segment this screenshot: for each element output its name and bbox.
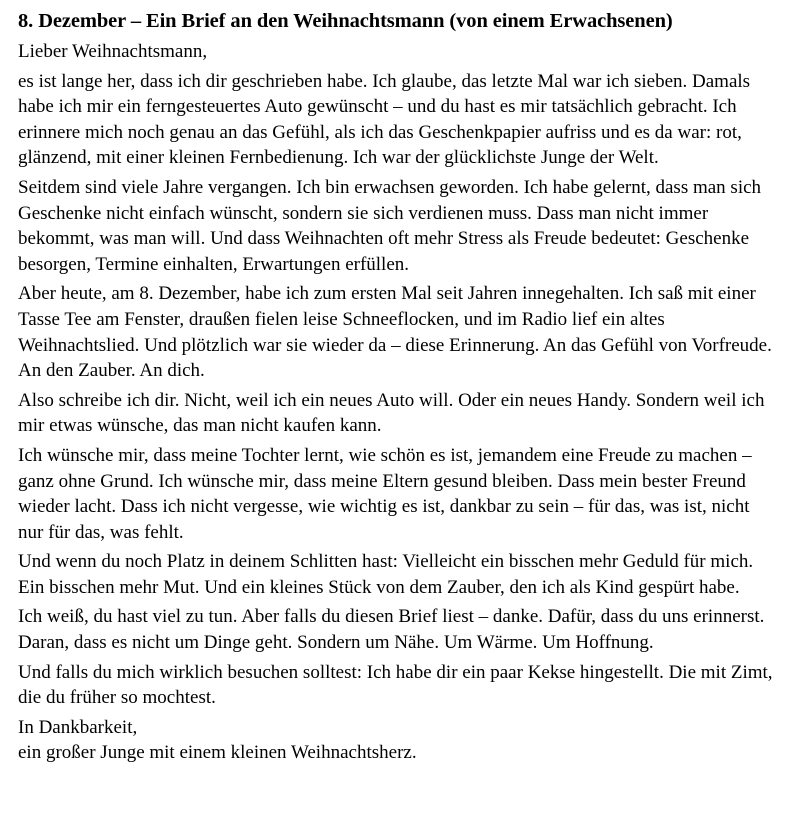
- paragraph-thanks: Ich weiß, du hast viel zu tun. Aber falls du diesen Brief liest – danke. Dafür, dass du uns erinnerst. Daran, dass es nicht um Dinge geht. Sondern um Nähe. Um Wärme. Um Hoffnung.: [18, 606, 765, 654]
- greeting-line: Lieber Weihnachtsmann,: [18, 41, 208, 62]
- closing-signature: ein großer Junge mit einem kleinen Weihnachtsherz.: [18, 742, 417, 764]
- paragraph-cookies: Und falls du mich wirklich besuchen solltest: Ich habe dir ein paar Kekse hingestellt. Die mit Zimt, die du früher so mochtest.: [18, 661, 773, 709]
- document-title: 8. Dezember – Ein Brief an den Weihnachtsmann (von einem Erwachsenen): [18, 10, 673, 32]
- paragraph-childhood-memory: es ist lange her, dass ich dir geschrieben habe. Ich glaube, das letzte Mal war ich sieben. Damals habe ich mir ein ferngesteuertes Auto gewünscht – und du hast es mir tatsächlich gebracht. Ich erinnere mich noch genau an das Gefühl, als ich das Geschenkpapier aufriss und es da war: rot, glänzend, mit einer kleinen Fernbedienung. Ich war der glücklichste Junge der Welt.: [18, 70, 751, 169]
- paragraph-wishes-for-others: Ich wünsche mir, dass meine Tochter lernt, wie schön es ist, jemandem eine Freude zu machen – ganz ohne Grund. Ich wünsche mir, dass meine Eltern gesund bleiben. Dass mein bester Freund wieder lacht. Dass ich nicht vergesse, wie wichtig es ist, dankbar zu sein – für das, was ist, nicht nur für das, was fehlt.: [18, 444, 752, 543]
- closing-salutation: In Dankbarkeit,: [18, 716, 138, 738]
- paragraph-grown-up: Seitdem sind viele Jahre vergangen. Ich bin erwachsen geworden. Ich habe gelernt, dass man sich Geschenke nicht einfach wünscht, sondern sie sich verdienen muss. Dass man nicht immer bekommt, was man will. Und dass Weihnachten oft mehr Stress als Freude bedeutet: Geschenke besorgen, Termine einhalten, Erwartungen erfüllen.: [18, 176, 762, 275]
- paragraph-why-writing: Also schreibe ich dir. Nicht, weil ich ein neues Auto will. Oder ein neues Handy. Sondern weil ich mir etwas wünsche, das man nicht kaufen kann.: [18, 389, 765, 437]
- paragraph-december-8-moment: Aber heute, am 8. Dezember, habe ich zum ersten Mal seit Jahren innegehalten. Ich saß mit einer Tasse Tee am Fenster, draußen fielen leise Schneeflocken, und im Radio lief ein altes Weihnachtslied. Und plötzlich war sie wieder da – diese Erinnerung. An das Gefühl von Vorfreude. An den Zauber. An dich.: [18, 283, 772, 382]
- paragraph-sleigh-wishes: Und wenn du noch Platz in deinem Schlitten hast: Vielleicht ein bisschen mehr Geduld für mich. Ein bisschen mehr Mut. Und ein kleines Stück von dem Zauber, den ich als Kind gespürt habe.: [18, 551, 754, 598]
- closing-block: [18, 715, 777, 766]
